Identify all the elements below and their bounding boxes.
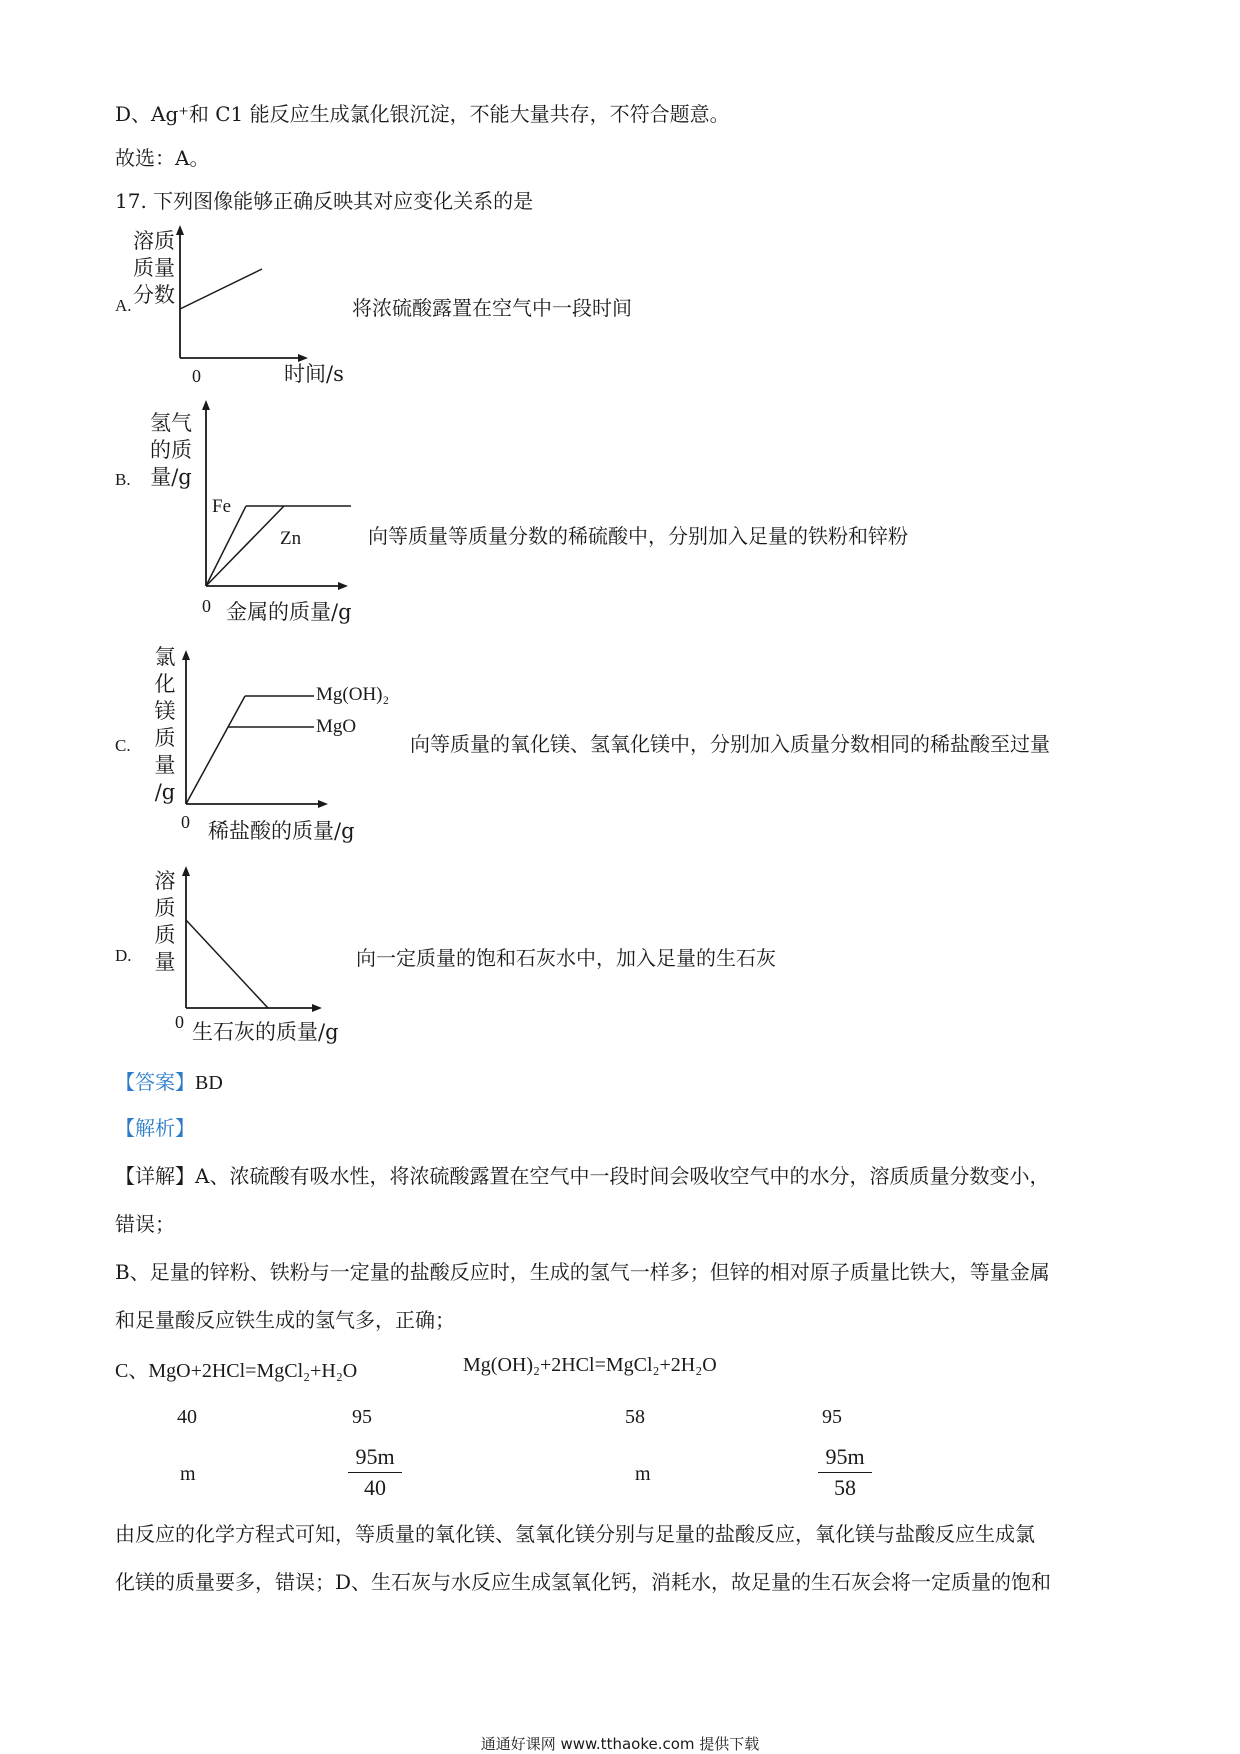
variable-m-b: m [635, 1463, 651, 1485]
detail-line-1: 【详解】A、浓硫酸有吸水性，将浓硫酸露置在空气中一段时间会吸收空气中的水分，溶质质量分数变小， [115, 1164, 1050, 1188]
answer-tag: 【答案】 [115, 1070, 195, 1094]
option-d-xlabel: 生石灰的质量/g [192, 1020, 339, 1044]
option-c-xlabel: 稀盐酸的质量/g [208, 819, 355, 843]
mass-mgcl2-a: 95 [352, 1406, 372, 1428]
detail-line-4: 和足量酸反应铁生成的氢气多，正确； [115, 1308, 455, 1332]
equation-mgoh2: Mg(OH)₂+2HCl=MgCl₂+2H₂O [463, 1354, 717, 1376]
option-b-xlabel: 金属的质量/g [226, 600, 352, 624]
variable-m-a: m [180, 1463, 196, 1485]
page-footer: 通通好课网 www.tthaoke.com 提供下载 [480, 1735, 760, 1753]
answer-line [115, 1066, 223, 1095]
option-d-explanation-prev: D、Ag⁺和 C1 能反应生成氯化银沉淀，不能大量共存，不符合题意。 [115, 102, 730, 126]
option-c-origin: 0 [181, 812, 190, 832]
option-d-origin: 0 [175, 1012, 184, 1032]
mass-mgoh2: 58 [625, 1406, 645, 1428]
option-d-description: 向一定质量的饱和石灰水中，加入足量的生石灰 [356, 946, 776, 970]
option-c-graph [176, 650, 336, 815]
option-a-description: 将浓硫酸露置在空气中一段时间 [352, 296, 632, 320]
option-d-graph [176, 866, 336, 1021]
option-d-ylabel: 溶 质 质 量 [154, 869, 176, 974]
option-c-letter: C. [115, 736, 131, 755]
option-c-description: 向等质量的氧化镁、氢氧化镁中，分别加入质量分数相同的稀盐酸至过量 [410, 732, 1050, 756]
option-a-graph [170, 225, 320, 365]
option-a-ylabel: 溶质 质量 分数 [133, 229, 175, 307]
detail-line-3: B、足量的锌粉、铁粉与一定量的盐酸反应时，生成的氢气一样多；但锌的相对原子质量比铁大，等量金属 [115, 1260, 1050, 1284]
option-d-letter: D. [115, 946, 132, 965]
mass-mgcl2-b: 95 [822, 1406, 842, 1428]
option-b-fe-label: Fe [212, 496, 231, 517]
option-a-letter: A. [115, 296, 132, 315]
analysis-line [115, 1112, 195, 1141]
analysis-tag: 【解析】 [115, 1116, 195, 1140]
detail-tag: 【详解】 [115, 1164, 195, 1188]
fraction-95m-58: 95m 58 [818, 1444, 872, 1501]
option-b-ylabel: 氢气 的质 量/g [150, 411, 192, 489]
option-b-origin: 0 [202, 596, 211, 616]
detail-line-5: 由反应的化学方程式可知，等质量的氧化镁、氢氧化镁分别与足量的盐酸反应，氧化镁与盐酸反应生成氯 [115, 1522, 1035, 1546]
question-17-stem: 17. 下列图像能够正确反映其对应变化关系的是 [115, 189, 534, 213]
option-b-letter: B. [115, 470, 131, 489]
equation-mgo: C、MgO+2HCl=MgCl₂+H₂O [115, 1360, 358, 1382]
answer-value: BD [195, 1072, 223, 1094]
option-a-origin: 0 [192, 366, 201, 386]
option-c-mgo-label: MgO [316, 716, 357, 737]
option-a-xlabel: 时间/s [284, 362, 344, 386]
option-b-zn-label: Zn [280, 528, 302, 549]
detail-line-2: 错误； [115, 1212, 175, 1236]
option-c-ylabel: 氯 化 镁 质 量 /g [154, 645, 176, 804]
detail-line-6: 化镁的质量要多，错误；D、生石灰与水反应生成氢氧化钙，消耗水，故足量的生石灰会将一定质量的饱和 [115, 1570, 1052, 1594]
answer-select-prev: 故选：A。 [115, 146, 210, 170]
option-c-mgoh2-label: Mg(OH)₂ [316, 684, 390, 705]
option-b-description: 向等质量等质量分数的稀硫酸中，分别加入足量的铁粉和锌粉 [368, 524, 908, 548]
mass-mgo: 40 [177, 1406, 197, 1428]
fraction-95m-40: 95m 40 [348, 1444, 402, 1501]
